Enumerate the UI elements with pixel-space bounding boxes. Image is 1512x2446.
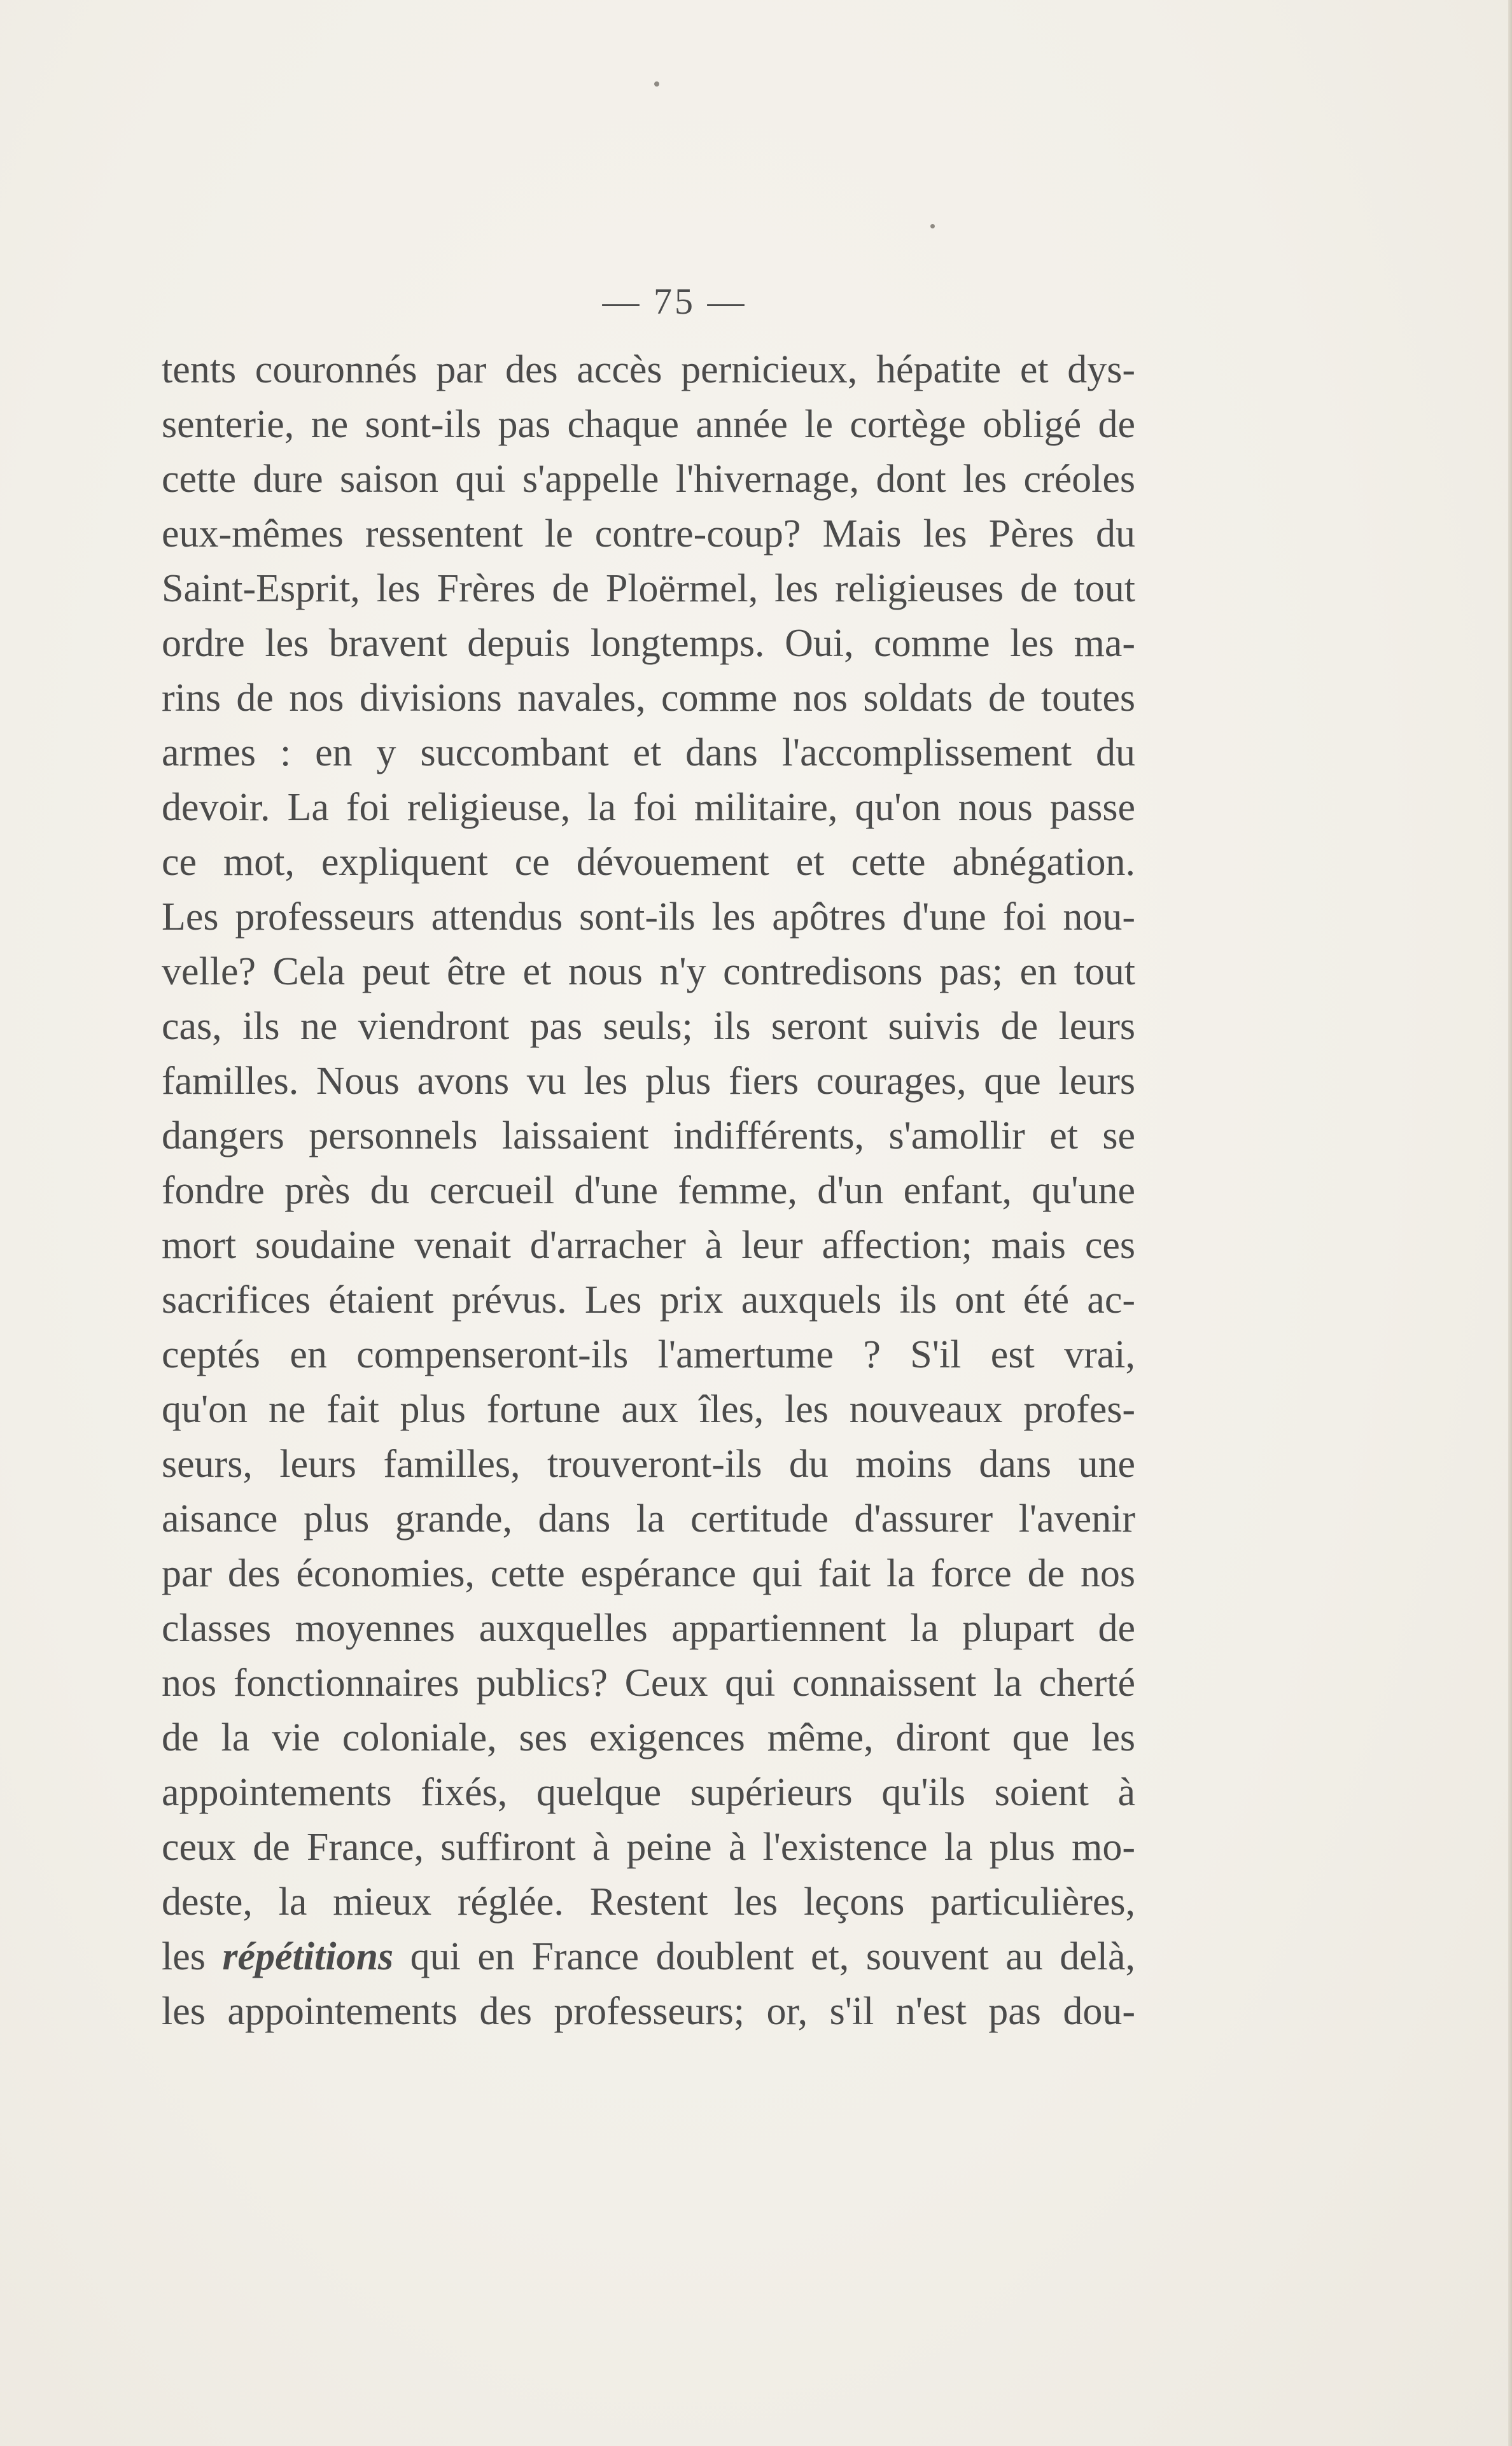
page-number: — 75 — [602,281,747,322]
text-line: cette dure saison qui s'appelle l'hivernage, dont les créoles [162,458,1135,501]
text-line: familles. Nous avons vu les plus fiers courages, que leurs [162,1059,1135,1103]
text-line: de la vie coloniale, ses exigences même, diront que les [162,1716,1135,1759]
line-fragment: les [162,1935,223,1978]
italic-word: répétitions [222,1935,394,1978]
text-line: fondre près du cercueil d'une femme, d'un enfant, qu'une [162,1169,1135,1212]
text-line: sacrifices étaient prévus. Les prix auxquels ils ont été ac- [162,1278,1135,1322]
text-line: devoir. La foi religieuse, la foi militaire, qu'on nous passe [162,786,1135,829]
text-line-with-italic [162,1929,1135,1984]
text-line: qu'on ne fait plus fortune aux îles, les nouveaux profes- [162,1388,1135,1431]
page-edge [1508,0,1512,2446]
text-line: seurs, leurs familles, trouveront-ils du moins dans une [162,1443,1135,1486]
text-line: ordre les bravent depuis longtemps. Oui, comme les ma- [162,622,1135,665]
text-line: dangers personnels laissaient indifférents, s'amollir et se [162,1114,1135,1157]
paper-speck [930,224,935,228]
text-line: armes : en y succombant et dans l'accomplissement du [162,731,1135,774]
text-line: appointements fixés, quelque supérieurs qu'ils soient à [162,1771,1135,1814]
text-line: ceptés en compenseront-ils l'amertume ? S'il est vrai, [162,1333,1135,1376]
text-line: cas, ils ne viendront pas seuls; ils seront suivis de leurs [162,1005,1135,1048]
text-line: senterie, ne sont-ils pas chaque année le cortège obligé de [162,403,1135,446]
text-line: deste, la mieux réglée. Restent les leçons particulières, [162,1880,1135,1924]
line-fragment: qui en France doublent et, souvent au delà, [393,1935,1135,1978]
text-line: ceux de France, suffiront à peine à l'existence la plus mo- [162,1826,1135,1869]
text-line: aisance plus grande, dans la certitude d'assurer l'avenir [162,1497,1135,1541]
paper-speck [654,81,659,87]
text-line: tents couronnés par des accès pernicieux, hépatite et dys- [162,348,1135,391]
text-line: rins de nos divisions navales, comme nos soldats de toutes [162,676,1135,720]
text-line: classes moyennes auxquelles appartiennent la plupart de [162,1607,1135,1650]
text-line: Saint-Esprit, les Frères de Ploërmel, les religieuses de tout [162,567,1135,610]
text-line: Les professeurs attendus sont-ils les apôtres d'une foi nou- [162,895,1135,939]
text-line: mort soudaine venait d'arracher à leur affection; mais ces [162,1224,1135,1267]
text-line: par des économies, cette espérance qui fait la force de nos [162,1552,1135,1595]
text-line: nos fonctionnaires publics? Ceux qui connaissent la cherté [162,1661,1135,1705]
body-text [162,342,1135,2039]
text-line: velle? Cela peut être et nous n'y contredisons pas; en tout [162,950,1135,993]
text-line: ce mot, expliquent ce dévouement et cette abnégation. [162,841,1135,884]
text-line: eux-mêmes ressentent le contre-coup? Mais les Pères du [162,512,1135,556]
text-line-last: les appointements des professeurs; or, s'il n'est pas dou- [162,1990,1135,2033]
